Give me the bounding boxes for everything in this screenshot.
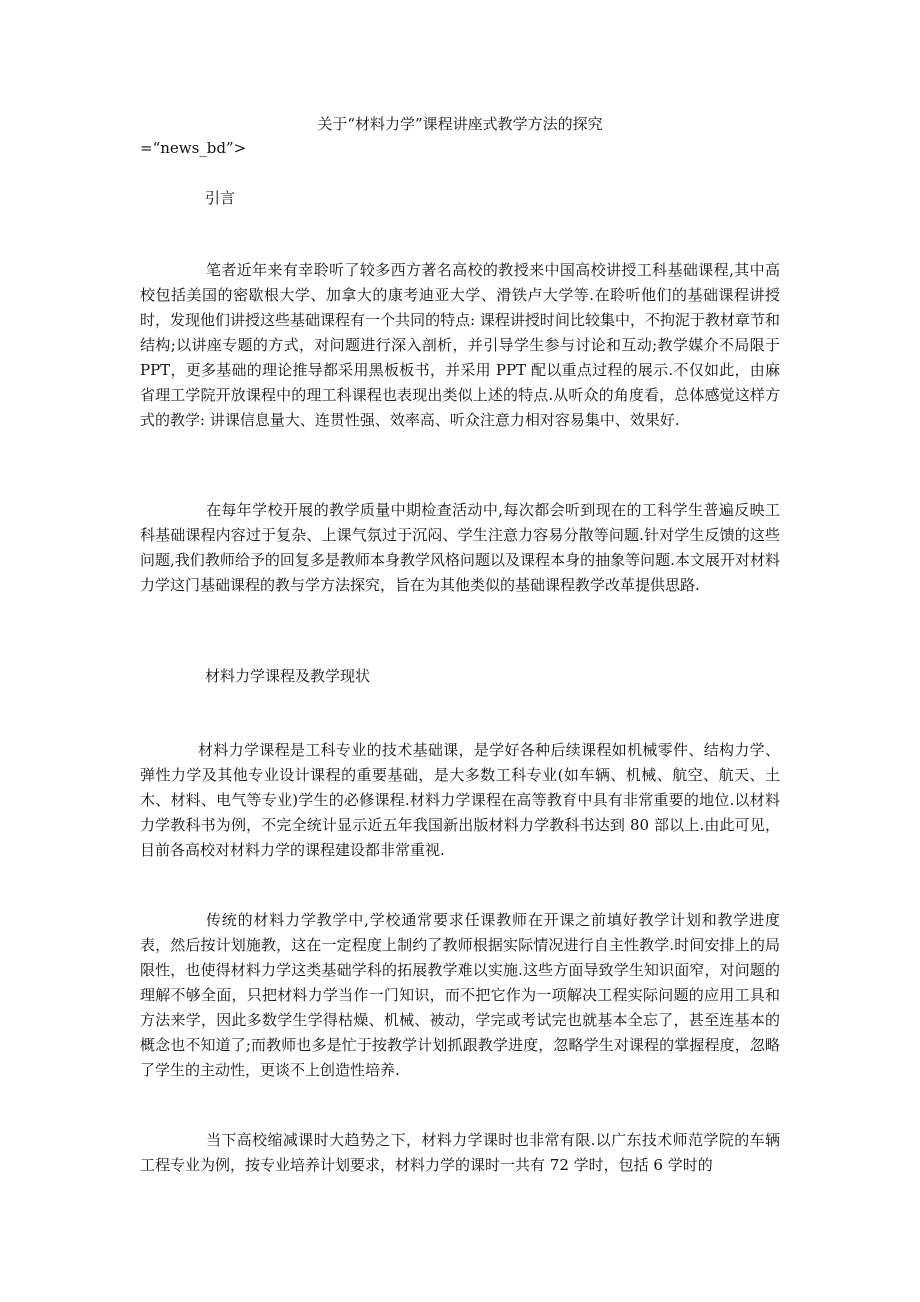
paragraph-1: 笔者近年来有幸聆听了较多西方著名高校的教授来中国高校讲授工科基础课程,其中高校包括美国的密歇根大学、加拿大的康考迪亚大学、滑铁卢大学等.在聆听他们的基础课程讲授时，发现他们讲授这些基础课程有一个共同的特点: 课程讲授时间比较集中，不拘泥于教材章节和结构;以讲座专题的方式，对问题进行深入剖析，并引导学生参与讨论和互动;教学媒介不局限于 PPT，更多基础的理论推导都采用黑板板书，并采用 PPT 配以重点过程的展示.不仅如此，由麻省理工学院开放课程中的理工科课程也表现出类似上述的特点.从听众的角度看，总体感觉这样方式的教学: 讲课信息量大、连贯性强、效率高、听众注意力相对容易集中、效果好. xyxy=(140,261,780,429)
section-heading-introduction: 引言 xyxy=(205,189,236,207)
paragraph-3: 材料力学课程是工科专业的技术基础课，是学好各种后续课程如机械零件、结构力学、弹性力学及其他专业设计课程的重要基础，是大多数工科专业(如车辆、机械、航空、航天、土木、材料、电气等专业)学生的必修课程.材料力学课程在高等教育中具有非常重要的地位.以材料力学教科书为例，不完全统计显示近五年我国新出版材料力学教科书达到 80 部以上.由此可见，目前各高校对材料力学的课程建设都非常重视. xyxy=(140,741,780,859)
stray-markup-text: =“news_bd”> xyxy=(140,139,247,157)
paragraph-4: 传统的材料力学教学中,学校通常要求任课教师在开课之前填好教学计划和教学进度表，然后按计划施教，这在一定程度上制约了教师根据实际情况进行自主性教学.时间安排上的局限性，也使得材料力学这类基础学科的拓展教学难以实施.这些方面导致学生知识面窄，对问题的理解不够全面，只把材料力学当作一门知识，而不把它作为一项解决工程实际问题的应用工具和方法来学，因此多数学生学得枯燥、机械、被动，学完或考试完也就基本全忘了，甚至连基本的概念也不知道了;而教师也多是忙于按教学计划抓跟教学进度，忽略学生对课程的掌握程度，忽略了学生的主动性，更谈不上创造性培养. xyxy=(140,911,780,1079)
paragraph-5: 当下高校缩减课时大趋势之下，材料力学课时也非常有限.以广东技术师范学院的车辆工程专业为例，按专业培养计划要求，材料力学的课时一共有 72 学时，包括 6 学时的 xyxy=(140,1131,780,1174)
paragraph-2: 在每年学校开展的教学质量中期检查活动中,每次都会听到现在的工科学生普遍反映工科基础课程内容过于复杂、上课气氛过于沉闷、学生注意力容易分散等问题.针对学生反馈的这些问题,我们教师给予的回复多是教师本身教学风格问题以及课程本身的抽象等问题.本文展开对材料力学这门基础课程的教与学方法探究，旨在为其他类似的基础课程教学改革提供思路. xyxy=(140,501,780,594)
section-heading-course-status: 材料力学课程及教学现状 xyxy=(205,667,371,685)
document-title: 关于“材料力学”课程讲座式教学方法的探究 xyxy=(317,115,603,133)
